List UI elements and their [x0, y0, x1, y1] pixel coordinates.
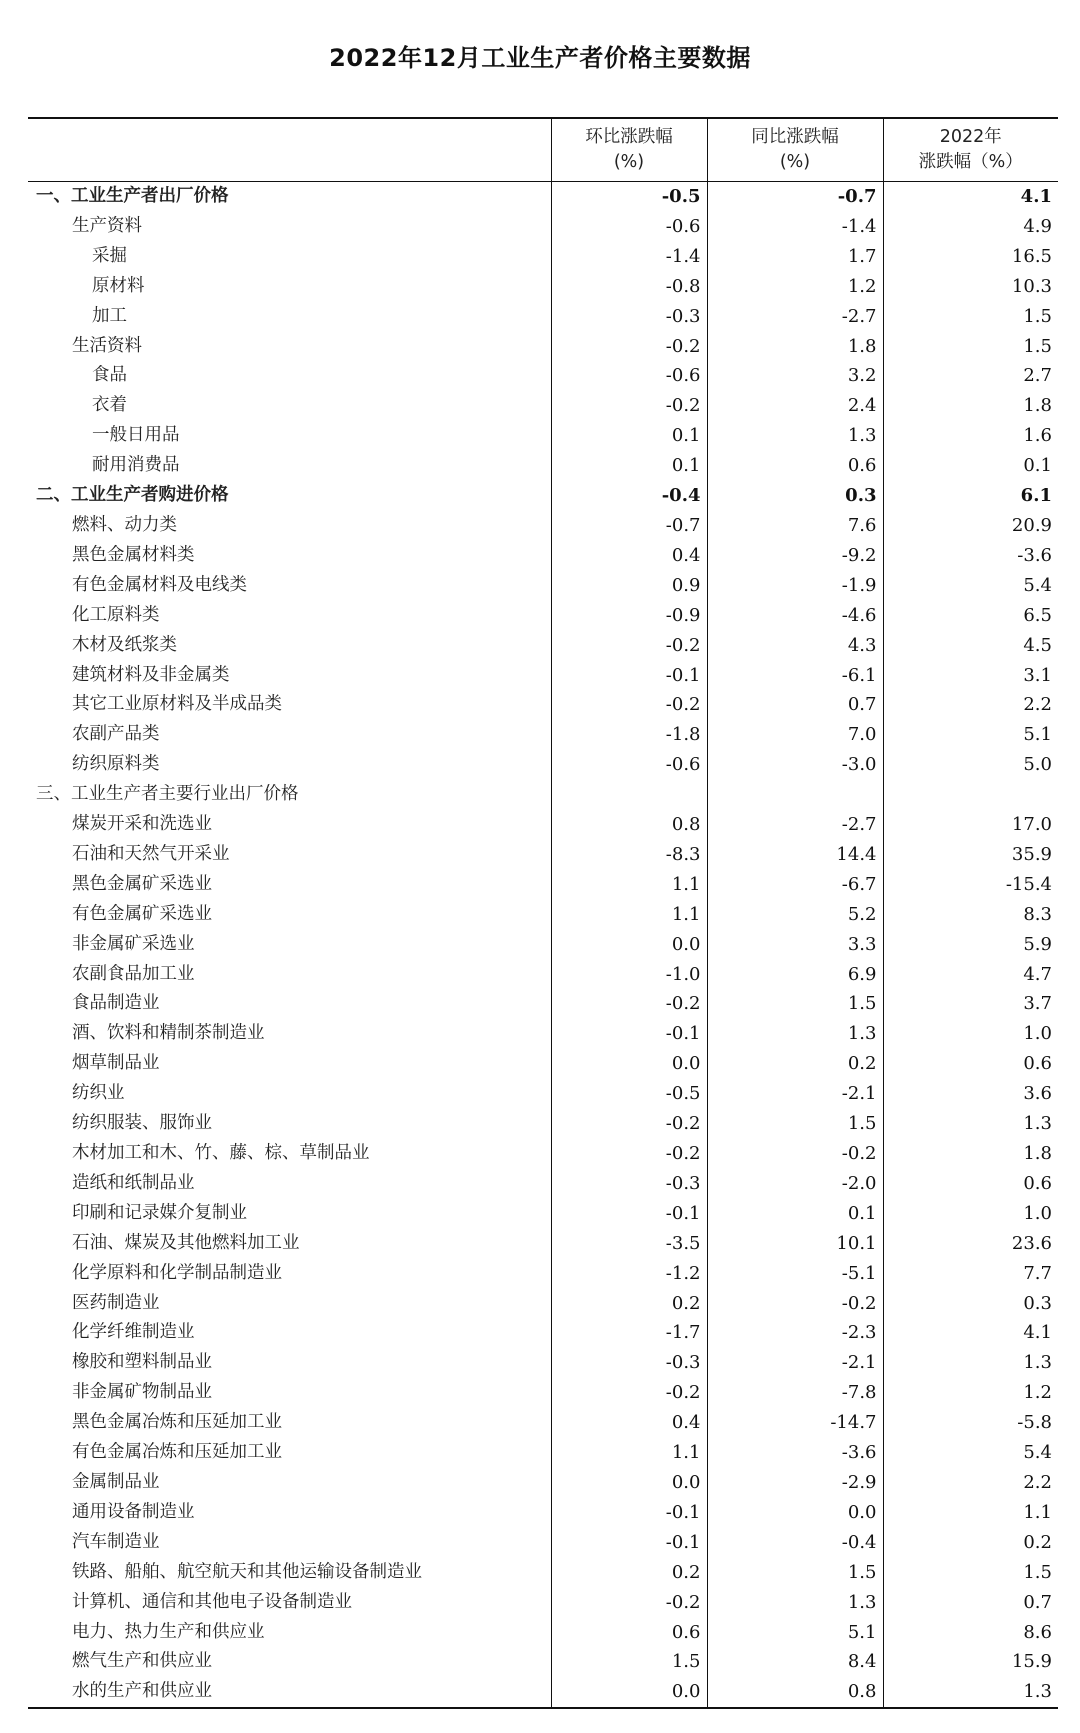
yoy-value: -2.1 — [707, 1348, 883, 1378]
mom-value: -0.2 — [551, 690, 707, 720]
yoy-value: -9.2 — [707, 541, 883, 571]
mom-value: -0.2 — [551, 989, 707, 1019]
table-body — [28, 182, 1058, 1709]
header-mom-change — [551, 118, 707, 182]
yoy-value: -3.6 — [707, 1438, 883, 1468]
mom-value: -0.6 — [551, 361, 707, 391]
header-yoy-change — [707, 118, 883, 182]
mom-value: -0.2 — [551, 1378, 707, 1408]
row-label: 化学纤维制造业 — [72, 1322, 195, 1343]
row-label: 燃气生产和供应业 — [72, 1651, 212, 1672]
mom-value: -0.6 — [551, 212, 707, 242]
table-row — [28, 391, 1058, 421]
row-label: 电力、热力生产和供应业 — [72, 1621, 265, 1642]
yoy-value: -1.4 — [707, 212, 883, 242]
yoy-value: 1.5 — [707, 1558, 883, 1588]
yoy-value: -6.1 — [707, 661, 883, 691]
annual-value — [883, 780, 1058, 810]
annual-value: 8.3 — [883, 900, 1058, 930]
annual-value: 3.1 — [883, 661, 1058, 691]
table-row — [28, 900, 1058, 930]
annual-value: 5.9 — [883, 930, 1058, 960]
annual-value: 1.3 — [883, 1348, 1058, 1378]
yoy-value: 1.3 — [707, 1019, 883, 1049]
yoy-value: -2.7 — [707, 810, 883, 840]
table-row — [28, 661, 1058, 691]
table-row — [28, 1528, 1058, 1558]
yoy-value: 5.1 — [707, 1618, 883, 1648]
yoy-value: 3.3 — [707, 930, 883, 960]
row-label: 食品制造业 — [72, 993, 160, 1014]
row-label: 一、工业生产者出厂价格 — [36, 186, 229, 206]
row-label: 石油和天然气开采业 — [72, 843, 230, 864]
annual-value: -3.6 — [883, 541, 1058, 571]
yoy-value: 0.0 — [707, 1498, 883, 1528]
yoy-value: -14.7 — [707, 1408, 883, 1438]
row-label: 生活资料 — [72, 335, 142, 356]
row-label: 木材及纸浆类 — [72, 634, 177, 655]
mom-value — [551, 780, 707, 810]
annual-value: 1.5 — [883, 302, 1058, 332]
annual-value: 0.1 — [883, 451, 1058, 481]
table-row — [28, 1647, 1058, 1677]
row-label: 黑色金属矿采选业 — [72, 873, 212, 894]
row-label: 加工 — [92, 305, 127, 326]
row-label: 印刷和记录媒介复制业 — [72, 1202, 247, 1223]
yoy-value: -0.2 — [707, 1289, 883, 1319]
annual-value: 2.2 — [883, 1468, 1058, 1498]
table-row — [28, 1049, 1058, 1079]
table-row — [28, 1618, 1058, 1648]
table-row — [28, 571, 1058, 601]
annual-value: 7.7 — [883, 1259, 1058, 1289]
annual-value: 20.9 — [883, 511, 1058, 541]
mom-value: -0.2 — [551, 1109, 707, 1139]
table-row — [28, 511, 1058, 541]
row-label: 石油、煤炭及其他燃料加工业 — [72, 1232, 300, 1253]
header-annual-line2: 涨跌幅（%） — [918, 152, 1023, 172]
mom-value: -0.2 — [551, 631, 707, 661]
table-row — [28, 541, 1058, 571]
mom-value: 0.4 — [551, 1408, 707, 1438]
table-row — [28, 421, 1058, 451]
table-row — [28, 1588, 1058, 1618]
yoy-value: -2.9 — [707, 1468, 883, 1498]
annual-value: 2.7 — [883, 361, 1058, 391]
page-title: 2022年12月工业生产者价格主要数据 — [329, 44, 751, 72]
yoy-value: -2.7 — [707, 302, 883, 332]
row-label: 燃料、动力类 — [72, 514, 177, 535]
yoy-value: 0.1 — [707, 1199, 883, 1229]
mom-value: 1.1 — [551, 1438, 707, 1468]
annual-value: 1.8 — [883, 391, 1058, 421]
row-label: 通用设备制造业 — [72, 1501, 195, 1522]
yoy-value: 0.7 — [707, 690, 883, 720]
header-annual-change — [883, 118, 1058, 182]
row-label: 计算机、通信和其他电子设备制造业 — [72, 1591, 352, 1612]
mom-value: 0.2 — [551, 1558, 707, 1588]
table-row — [28, 1498, 1058, 1528]
row-label: 铁路、船舶、航空航天和其他运输设备制造业 — [72, 1561, 422, 1582]
yoy-value: 6.9 — [707, 960, 883, 990]
mom-value: -0.7 — [551, 511, 707, 541]
yoy-value: 0.8 — [707, 1677, 883, 1708]
annual-value: 10.3 — [883, 272, 1058, 302]
yoy-value: 0.2 — [707, 1049, 883, 1079]
yoy-value: 1.7 — [707, 242, 883, 272]
table-header-row — [28, 118, 1058, 182]
row-label: 金属制品业 — [72, 1471, 160, 1492]
table-row — [28, 361, 1058, 391]
row-label: 食品 — [92, 365, 127, 386]
table-row — [28, 810, 1058, 840]
table-row — [28, 1677, 1058, 1708]
row-label: 有色金属矿采选业 — [72, 903, 212, 924]
row-label: 化学原料和化学制品制造业 — [72, 1262, 282, 1283]
annual-value: 23.6 — [883, 1229, 1058, 1259]
row-label: 水的生产和供应业 — [72, 1681, 212, 1702]
yoy-value: 7.6 — [707, 511, 883, 541]
header-blank-cell — [28, 118, 551, 182]
mom-value: -8.3 — [551, 840, 707, 870]
annual-value: 0.6 — [883, 1049, 1058, 1079]
table-row — [28, 930, 1058, 960]
annual-value: 17.0 — [883, 810, 1058, 840]
row-label: 农副产品类 — [72, 724, 160, 745]
table-row — [28, 631, 1058, 661]
mom-value: -0.2 — [551, 391, 707, 421]
mom-value: -0.3 — [551, 1348, 707, 1378]
yoy-value: -0.2 — [707, 1139, 883, 1169]
table-row — [28, 1438, 1058, 1468]
table-row — [28, 1558, 1058, 1588]
annual-value: 3.6 — [883, 1079, 1058, 1109]
table-row — [28, 1259, 1058, 1289]
yoy-value: -2.1 — [707, 1079, 883, 1109]
annual-value: 1.3 — [883, 1109, 1058, 1139]
table-row — [28, 212, 1058, 242]
yoy-value — [707, 780, 883, 810]
annual-value: 5.0 — [883, 750, 1058, 780]
mom-value: -1.2 — [551, 1259, 707, 1289]
table-row — [28, 302, 1058, 332]
table-row — [28, 1229, 1058, 1259]
table-row — [28, 1079, 1058, 1109]
yoy-value: 0.6 — [707, 451, 883, 481]
row-label: 化工原料类 — [72, 604, 160, 625]
mom-value: 0.1 — [551, 451, 707, 481]
yoy-value: -2.0 — [707, 1169, 883, 1199]
row-label: 二、工业生产者购进价格 — [36, 485, 229, 506]
header-mom-line1: 环比涨跌幅 — [585, 127, 673, 147]
table-row — [28, 451, 1058, 481]
row-label: 黑色金属冶炼和压延加工业 — [72, 1412, 282, 1433]
mom-value: 0.0 — [551, 930, 707, 960]
table-row — [28, 840, 1058, 870]
table-row — [28, 272, 1058, 302]
mom-value: -1.0 — [551, 960, 707, 990]
row-label: 一般日用品 — [92, 425, 180, 446]
yoy-value: -2.3 — [707, 1318, 883, 1348]
annual-value: 1.0 — [883, 1019, 1058, 1049]
section-row — [28, 481, 1058, 511]
mom-value: -0.6 — [551, 750, 707, 780]
yoy-value: -4.6 — [707, 601, 883, 631]
table-row — [28, 1468, 1058, 1498]
table-row — [28, 960, 1058, 990]
yoy-value: 14.4 — [707, 840, 883, 870]
yoy-value: 8.4 — [707, 1647, 883, 1677]
row-label: 耐用消费品 — [92, 455, 180, 476]
annual-value: 0.6 — [883, 1169, 1058, 1199]
mom-value: 0.1 — [551, 421, 707, 451]
annual-value: 1.3 — [883, 1677, 1058, 1708]
annual-value: 1.2 — [883, 1378, 1058, 1408]
annual-value: 1.6 — [883, 421, 1058, 451]
annual-value: 1.5 — [883, 332, 1058, 362]
table-row — [28, 1318, 1058, 1348]
annual-value: 6.5 — [883, 601, 1058, 631]
annual-value: 16.5 — [883, 242, 1058, 272]
annual-value: -5.8 — [883, 1408, 1058, 1438]
yoy-value: 1.8 — [707, 332, 883, 362]
annual-value: 4.1 — [883, 182, 1058, 212]
header-mom-line2: (%) — [613, 152, 645, 172]
table-row — [28, 1019, 1058, 1049]
mom-value: 1.1 — [551, 870, 707, 900]
mom-value: -0.2 — [551, 1588, 707, 1618]
row-label: 纺织业 — [72, 1083, 125, 1104]
header-yoy-line1: 同比涨跌幅 — [751, 127, 839, 147]
yoy-value: 1.5 — [707, 1109, 883, 1139]
table-row — [28, 1109, 1058, 1139]
row-label: 有色金属冶炼和压延加工业 — [72, 1442, 282, 1463]
table-row — [28, 332, 1058, 362]
yoy-value: 5.2 — [707, 900, 883, 930]
table-row — [28, 690, 1058, 720]
annual-value: 4.7 — [883, 960, 1058, 990]
mom-value: 0.9 — [551, 571, 707, 601]
row-label: 农副食品加工业 — [72, 963, 195, 984]
row-label: 非金属矿采选业 — [72, 933, 195, 954]
annual-value: 0.2 — [883, 1528, 1058, 1558]
annual-value: 35.9 — [883, 840, 1058, 870]
annual-value: 4.5 — [883, 631, 1058, 661]
row-label: 非金属矿物制品业 — [72, 1382, 212, 1403]
table-row — [28, 1139, 1058, 1169]
yoy-value: -0.7 — [707, 182, 883, 212]
mom-value: -3.5 — [551, 1229, 707, 1259]
annual-value: -15.4 — [883, 870, 1058, 900]
mom-value: -0.3 — [551, 1169, 707, 1199]
table-row — [28, 870, 1058, 900]
mom-value: -0.2 — [551, 332, 707, 362]
mom-value: -1.4 — [551, 242, 707, 272]
mom-value: 0.8 — [551, 810, 707, 840]
yoy-value: -5.1 — [707, 1259, 883, 1289]
annual-value: 0.7 — [883, 1588, 1058, 1618]
mom-value: 0.4 — [551, 541, 707, 571]
annual-value: 4.9 — [883, 212, 1058, 242]
table-row — [28, 242, 1058, 272]
row-label: 其它工业原材料及半成品类 — [72, 694, 282, 715]
annual-value: 1.5 — [883, 1558, 1058, 1588]
yoy-value: 1.3 — [707, 1588, 883, 1618]
row-label: 三、工业生产者主要行业出厂价格 — [36, 784, 299, 805]
mom-value: 1.1 — [551, 900, 707, 930]
header-yoy-line2: (%) — [779, 152, 811, 172]
mom-value: 0.6 — [551, 1618, 707, 1648]
mom-value: -0.1 — [551, 1199, 707, 1229]
row-label: 汽车制造业 — [72, 1531, 160, 1552]
annual-value: 15.9 — [883, 1647, 1058, 1677]
yoy-value: -1.9 — [707, 571, 883, 601]
row-label: 医药制造业 — [72, 1292, 160, 1313]
table-row — [28, 1408, 1058, 1438]
yoy-value: 0.3 — [707, 481, 883, 511]
table-row — [28, 1199, 1058, 1229]
table-row — [28, 1348, 1058, 1378]
row-label: 木材加工和木、竹、藤、棕、草制品业 — [72, 1143, 370, 1163]
mom-value: -0.2 — [551, 1139, 707, 1169]
yoy-value: -0.4 — [707, 1528, 883, 1558]
annual-value: 0.3 — [883, 1289, 1058, 1319]
table-row — [28, 750, 1058, 780]
yoy-value: 7.0 — [707, 720, 883, 750]
annual-value: 5.4 — [883, 1438, 1058, 1468]
yoy-value: -7.8 — [707, 1378, 883, 1408]
row-label: 建筑材料及非金属类 — [72, 664, 230, 685]
mom-value: -0.1 — [551, 1019, 707, 1049]
yoy-value: -6.7 — [707, 870, 883, 900]
yoy-value: 2.4 — [707, 391, 883, 421]
row-label: 煤炭开采和洗选业 — [72, 814, 212, 835]
yoy-value: 10.1 — [707, 1229, 883, 1259]
annual-value: 5.1 — [883, 720, 1058, 750]
mom-value: 0.0 — [551, 1677, 707, 1708]
row-label: 采掘 — [92, 245, 127, 266]
row-label: 酒、饮料和精制茶制造业 — [72, 1023, 265, 1044]
annual-value: 8.6 — [883, 1618, 1058, 1648]
mom-value: -0.1 — [551, 1498, 707, 1528]
mom-value: -0.5 — [551, 182, 707, 212]
annual-value: 4.1 — [883, 1318, 1058, 1348]
mom-value: -0.1 — [551, 661, 707, 691]
yoy-value: 1.2 — [707, 272, 883, 302]
row-label: 纺织原料类 — [72, 754, 160, 775]
table-row — [28, 601, 1058, 631]
mom-value: -1.8 — [551, 720, 707, 750]
row-label: 生产资料 — [72, 215, 142, 236]
table-row — [28, 720, 1058, 750]
section-row — [28, 182, 1058, 212]
table-row — [28, 1378, 1058, 1408]
annual-value: 1.8 — [883, 1139, 1058, 1169]
yoy-value: -3.0 — [707, 750, 883, 780]
row-label: 衣着 — [92, 395, 127, 416]
table-row — [28, 1289, 1058, 1319]
mom-value: 0.0 — [551, 1468, 707, 1498]
annual-value: 3.7 — [883, 989, 1058, 1019]
row-label: 原材料 — [92, 275, 145, 296]
mom-value: -0.5 — [551, 1079, 707, 1109]
yoy-value: 1.3 — [707, 421, 883, 451]
mom-value: -1.7 — [551, 1318, 707, 1348]
row-label: 有色金属材料及电线类 — [72, 574, 247, 595]
mom-value: 1.5 — [551, 1647, 707, 1677]
mom-value: -0.3 — [551, 302, 707, 332]
mom-value: -0.1 — [551, 1528, 707, 1558]
table-row — [28, 1169, 1058, 1199]
price-data-table — [28, 117, 1058, 1709]
mom-value: -0.9 — [551, 601, 707, 631]
yoy-value: 4.3 — [707, 631, 883, 661]
mom-value: -0.4 — [551, 481, 707, 511]
annual-value: 5.4 — [883, 571, 1058, 601]
yoy-value: 1.5 — [707, 989, 883, 1019]
row-label: 烟草制品业 — [72, 1053, 160, 1074]
annual-value: 6.1 — [883, 481, 1058, 511]
section-row — [28, 780, 1058, 810]
mom-value: 0.2 — [551, 1289, 707, 1319]
row-label: 纺织服装、服饰业 — [72, 1113, 212, 1134]
annual-value: 2.2 — [883, 690, 1058, 720]
annual-value: 1.1 — [883, 1498, 1058, 1528]
row-label: 黑色金属材料类 — [72, 544, 195, 565]
row-label: 造纸和纸制品业 — [72, 1172, 195, 1193]
header-annual-line1: 2022年 — [939, 127, 1002, 147]
mom-value: 0.0 — [551, 1049, 707, 1079]
row-label: 橡胶和塑料制品业 — [72, 1352, 212, 1373]
mom-value: -0.8 — [551, 272, 707, 302]
annual-value: 1.0 — [883, 1199, 1058, 1229]
yoy-value: 3.2 — [707, 361, 883, 391]
table-row — [28, 989, 1058, 1019]
